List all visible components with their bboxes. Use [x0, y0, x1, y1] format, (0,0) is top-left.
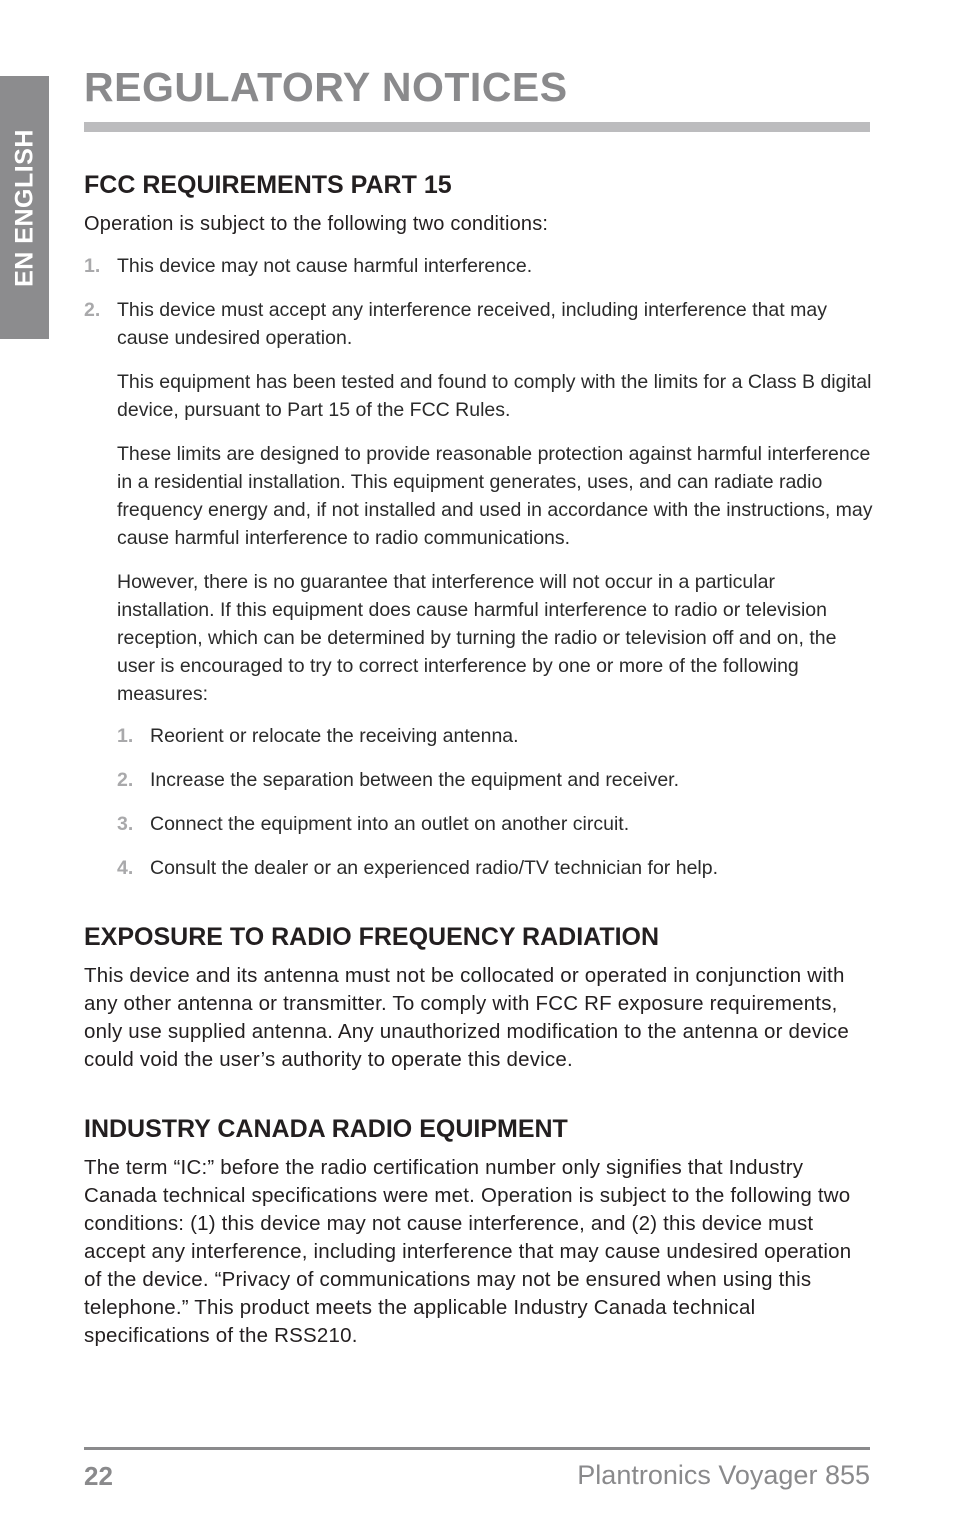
- industry-canada-section: [84, 1112, 874, 1350]
- fcc-measures-list: [117, 722, 874, 882]
- fcc-conditions-list: [84, 252, 874, 882]
- list-number: 3.: [117, 813, 134, 835]
- list-item: [84, 252, 874, 280]
- list-number: 2.: [84, 299, 101, 321]
- list-text: Increase the separation between the equipment and receiver.: [150, 769, 680, 791]
- list-text: This device must accept any interference received, including interference that may cause undesired operation.: [117, 299, 827, 349]
- page-number: 22: [84, 1461, 113, 1491]
- exposure-heading: EXPOSURE TO RADIO FREQUENCY RADIATION: [84, 923, 660, 951]
- list-number: 1.: [117, 725, 134, 747]
- list-item: [117, 854, 874, 882]
- exposure-section: [84, 920, 874, 1074]
- list-text: Reorient or relocate the receiving antenna.: [150, 725, 519, 747]
- list-item: [117, 722, 874, 750]
- list-item: [84, 296, 874, 882]
- footer-rule: [84, 1447, 870, 1450]
- language-tab: [0, 76, 49, 339]
- list-text: Connect the equipment into an outlet on another circuit.: [150, 813, 630, 835]
- list-text: This device may not cause harmful interference.: [117, 255, 533, 277]
- list-text: Consult the dealer or an experienced radio/TV technician for help.: [150, 857, 719, 879]
- list-number: 1.: [84, 255, 101, 277]
- page-title: REGULATORY NOTICES: [84, 64, 568, 110]
- fcc-heading: FCC REQUIREMENTS PART 15: [84, 171, 452, 199]
- fcc-paragraph: However, there is no guarantee that interference will not occur in a particular installation. If this equipment does cause harmful interference to radio or television reception, which can be determined by turning the radio or television off and on, the user is encouraged to try to correct interference by one or more of the following measures:: [117, 571, 837, 705]
- title-rule: [84, 122, 870, 132]
- exposure-body: This device and its antenna must not be collocated or operated in conjunction with any other antenna or transmitter. To comply with FCC RF exposure requirements, only use supplied antenna. Any unauthorized modification to the antenna or device could void the user’s authority to operate this device.: [84, 964, 849, 1071]
- industry-canada-body: The term “IC:” before the radio certification number only signifies that Industry Canada technical specifications were met. Operation is subject to the following two conditions: (1) this device may not cause interference, and (2) this device must accept any interference, including interference that may cause undesired operation of the device. “Privacy of communications may not be ensured when using this telephone.” This product meets the applicable Industry Canada technical specifications of the RSS210.: [84, 1156, 852, 1347]
- product-name: Plantronics Voyager 855: [577, 1460, 870, 1490]
- fcc-paragraph: These limits are designed to provide reasonable protection against harmful interference in a residential installation. This equipment generates, uses, and can radiate radio frequency energy and, if not installed and used in accordance with the instructions, may cause harmful interference to radio communications.: [117, 443, 873, 549]
- list-number: 4.: [117, 857, 134, 879]
- fcc-section: [84, 168, 874, 882]
- fcc-intro: Operation is subject to the following two conditions:: [84, 213, 549, 235]
- list-number: 2.: [117, 769, 134, 791]
- language-tab-label: EN ENGLISH: [10, 128, 38, 287]
- list-item: [117, 810, 874, 838]
- list-item: [117, 766, 874, 794]
- fcc-paragraph: This equipment has been tested and found to comply with the limits for a Class B digital device, pursuant to Part 15 of the FCC Rules.: [117, 371, 872, 421]
- main-content: [84, 168, 874, 1350]
- industry-canada-heading: INDUSTRY CANADA RADIO EQUIPMENT: [84, 1115, 568, 1143]
